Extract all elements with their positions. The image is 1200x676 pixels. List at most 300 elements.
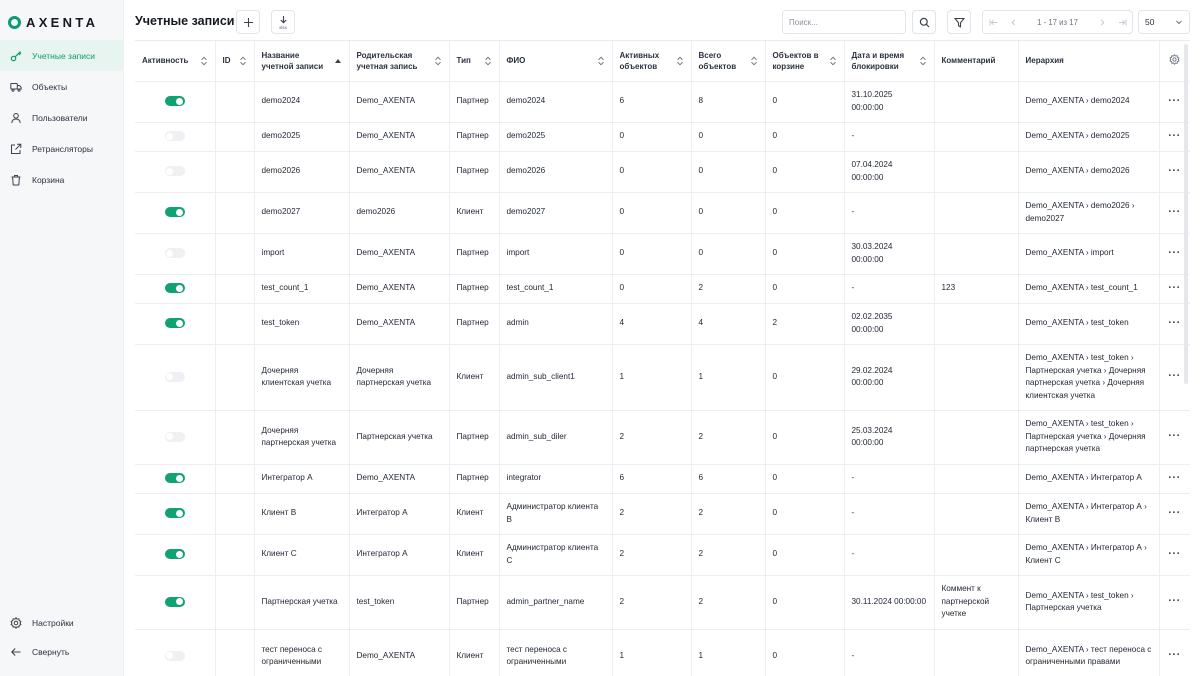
activity-toggle[interactable] [165, 432, 185, 442]
cell-type: Партнер [449, 575, 499, 629]
cell-parent-account: Demo_AXENTA [349, 122, 449, 151]
arrow-last-icon [1118, 18, 1127, 27]
cell-activity [135, 151, 215, 192]
cell-activity [135, 344, 215, 410]
cell-type: Партнер [449, 81, 499, 122]
cell-type: Клиент [449, 192, 499, 233]
cell-id [215, 192, 254, 233]
cell-activity [135, 122, 215, 151]
cell-parent-account: Demo_AXENTA [349, 629, 449, 676]
activity-toggle[interactable] [165, 248, 185, 258]
more-horizontal-icon: ··· [1168, 471, 1181, 484]
cell-total-objects: 0 [691, 151, 765, 192]
cell-comment [934, 122, 1018, 151]
cell-parent-account: Demo_AXENTA [349, 274, 449, 303]
page-title: Учетные записи [135, 14, 235, 28]
column-header-label: Дата и время блокировки [851, 50, 905, 71]
table-body [135, 81, 1190, 676]
search-button[interactable] [912, 10, 936, 34]
row-actions-button[interactable] [1159, 410, 1190, 464]
activity-toggle[interactable] [165, 318, 185, 328]
cell-fio: import [499, 233, 612, 274]
pagination [982, 10, 1133, 34]
activity-toggle[interactable] [165, 508, 185, 518]
sidebar-collapse-button[interactable] [0, 637, 124, 666]
cell-active-objects: 0 [612, 274, 691, 303]
activity-toggle[interactable] [165, 131, 185, 141]
first-page-button[interactable] [983, 11, 1003, 33]
col-active[interactable] [135, 41, 215, 81]
column-header-label: ФИО [506, 56, 526, 66]
table-row[interactable] [135, 274, 1190, 303]
cell-comment [934, 493, 1018, 534]
cell-account-name: import [254, 233, 349, 274]
more-horizontal-icon: ··· [1168, 547, 1181, 560]
cell-activity [135, 81, 215, 122]
cell-hierarchy: Demo_AXENTA › import [1018, 233, 1159, 274]
cell-parent-account: Demo_AXENTA [349, 233, 449, 274]
cell-id [215, 629, 254, 676]
sort-icon [200, 56, 208, 66]
cell-type: Партнер [449, 303, 499, 344]
sidebar-item-users[interactable] [0, 102, 124, 133]
prev-page-button[interactable] [1003, 11, 1023, 33]
settings-icon [1169, 54, 1180, 65]
sidebar-item-label: Настройки [32, 617, 74, 628]
table-row[interactable] [135, 493, 1190, 534]
cell-parent-account: Интегратор А [349, 493, 449, 534]
cell-comment [934, 344, 1018, 410]
cell-total-objects: 4 [691, 303, 765, 344]
cell-block-date: - [844, 493, 934, 534]
cell-type: Партнер [449, 410, 499, 464]
activity-toggle[interactable] [165, 283, 185, 293]
export-xlsx-button[interactable] [271, 10, 295, 34]
cell-total-objects: 8 [691, 81, 765, 122]
table-row[interactable] [135, 629, 1190, 676]
cell-block-date: - [844, 192, 934, 233]
cell-hierarchy: Demo_AXENTA › demo2025 [1018, 122, 1159, 151]
cell-account-name: test_token [254, 303, 349, 344]
cell-fio: demo2025 [499, 122, 612, 151]
column-header-label: ID [222, 56, 231, 66]
column-header-label: Комментарий [941, 56, 996, 66]
sort-icon [750, 56, 758, 66]
cell-hierarchy: Demo_AXENTA › test_token [1018, 303, 1159, 344]
cell-block-date: - [844, 629, 934, 676]
cell-total-objects: 2 [691, 575, 765, 629]
cell-trash-objects: 0 [765, 274, 844, 303]
settings-icon [9, 616, 23, 630]
search-input[interactable] [782, 10, 906, 34]
cell-id [215, 575, 254, 629]
trash-icon [9, 173, 23, 187]
table-row[interactable] [135, 464, 1190, 493]
cell-parent-account: Партнерская учетка [349, 410, 449, 464]
sidebar-item-settings[interactable] [0, 608, 124, 637]
cell-fio: integrator [499, 464, 612, 493]
cell-fio: demo2026 [499, 151, 612, 192]
sidebar-item-objects[interactable] [0, 71, 124, 102]
cell-trash-objects: 0 [765, 575, 844, 629]
column-header-label: Всего объектов [698, 50, 737, 71]
cell-total-objects: 0 [691, 192, 765, 233]
cell-hierarchy: Demo_AXENTA › Интегратор А › Клиент В [1018, 493, 1159, 534]
cell-hierarchy: Demo_AXENTA › demo2026 [1018, 151, 1159, 192]
table-row[interactable] [135, 575, 1190, 629]
col-block-date[interactable] [844, 41, 934, 81]
col-trash-objects[interactable] [765, 41, 844, 81]
cell-comment [934, 410, 1018, 464]
sidebar [0, 0, 124, 676]
cell-fio: admin_partner_name [499, 575, 612, 629]
pagination-info: 1 - 17 из 17 [1037, 17, 1078, 27]
table-row[interactable] [135, 303, 1190, 344]
activity-toggle[interactable] [165, 207, 185, 217]
row-actions-button[interactable] [1159, 493, 1190, 534]
cell-block-date: - [844, 534, 934, 575]
cell-hierarchy: Demo_AXENTA › demo2026 › demo2027 [1018, 192, 1159, 233]
arrow-left-icon [9, 645, 23, 659]
cell-fio: test_count_1 [499, 274, 612, 303]
cell-account-name: тест переноса с ограниченными [254, 629, 349, 676]
table-row[interactable] [135, 192, 1190, 233]
cell-active-objects: 6 [612, 464, 691, 493]
cell-hierarchy: Demo_AXENTA › тест переноса с ограниченными правами [1018, 629, 1159, 676]
last-page-button[interactable] [1112, 11, 1132, 33]
more-horizontal-icon: ··· [1168, 649, 1181, 662]
cell-hierarchy: Demo_AXENTA › test_token › Партнерская учетка › Дочерняя партнерская учетка › Дочерняя клиентская учетка [1018, 344, 1159, 410]
row-actions-button[interactable] [1159, 464, 1190, 493]
row-actions-button[interactable] [1159, 534, 1190, 575]
chevron-left-icon [1009, 18, 1018, 27]
cell-fio: Администратор клиента В [499, 493, 612, 534]
cell-comment [934, 534, 1018, 575]
column-header-label: Родительская учетная запись [356, 50, 418, 71]
filter-icon [954, 17, 965, 28]
table-row[interactable] [135, 344, 1190, 410]
more-horizontal-icon: ··· [1168, 281, 1181, 294]
col-active-objects[interactable] [612, 41, 691, 81]
cell-id [215, 410, 254, 464]
external-link-icon [9, 142, 23, 156]
cell-account-name: Клиент В [254, 493, 349, 534]
cell-fio: demo2027 [499, 192, 612, 233]
col-id[interactable] [215, 41, 254, 81]
cell-comment [934, 303, 1018, 344]
sidebar-item-label: Корзина [32, 174, 65, 185]
cell-trash-objects: 0 [765, 344, 844, 410]
col-comment [934, 41, 1018, 81]
cell-active-objects: 0 [612, 122, 691, 151]
cell-type: Партнер [449, 151, 499, 192]
cell-active-objects: 2 [612, 493, 691, 534]
cell-parent-account: Demo_AXENTA [349, 151, 449, 192]
cell-id [215, 493, 254, 534]
sidebar-item-label: Свернуть [32, 646, 70, 657]
more-horizontal-icon: ··· [1168, 370, 1181, 383]
cell-fio: admin [499, 303, 612, 344]
cell-block-date: - [844, 122, 934, 151]
cell-activity [135, 493, 215, 534]
sidebar-nav [0, 40, 124, 195]
cell-parent-account: Demo_AXENTA [349, 303, 449, 344]
cell-active-objects: 0 [612, 192, 691, 233]
cell-fio: Администратор клиента С [499, 534, 612, 575]
cell-comment [934, 233, 1018, 274]
cell-total-objects: 2 [691, 534, 765, 575]
cell-id [215, 233, 254, 274]
cell-hierarchy: Demo_AXENTA › test_token › Партнерская учетка › Дочерняя партнерская учетка [1018, 410, 1159, 464]
cell-block-date: - [844, 464, 934, 493]
table-row[interactable] [135, 122, 1190, 151]
cell-active-objects: 2 [612, 575, 691, 629]
cell-activity [135, 274, 215, 303]
sort-ascending-icon [334, 56, 342, 66]
sort-icon [484, 56, 492, 66]
more-horizontal-icon: ··· [1168, 94, 1181, 107]
row-actions-button[interactable] [1159, 629, 1190, 676]
cell-type: Партнер [449, 274, 499, 303]
sort-icon [434, 56, 442, 66]
cell-hierarchy: Demo_AXENTA › test_token › Партнерская учетка [1018, 575, 1159, 629]
cell-total-objects: 1 [691, 344, 765, 410]
cell-total-objects: 6 [691, 464, 765, 493]
activity-toggle[interactable] [165, 372, 185, 382]
per-page-value: 50 [1145, 17, 1155, 27]
table-row[interactable] [135, 81, 1190, 122]
cell-id [215, 464, 254, 493]
sidebar-item-retranslators[interactable] [0, 133, 124, 164]
cell-active-objects: 2 [612, 534, 691, 575]
col-hierarchy [1018, 41, 1159, 81]
cell-id [215, 344, 254, 410]
cell-activity [135, 464, 215, 493]
cell-type: Клиент [449, 493, 499, 534]
table-header-row [135, 41, 1190, 81]
table-row[interactable] [135, 534, 1190, 575]
cell-block-date: 30.11.2024 00:00:00 [844, 575, 934, 629]
sort-icon [919, 56, 927, 66]
cell-parent-account: Интегратор А [349, 534, 449, 575]
cell-comment [934, 464, 1018, 493]
cell-id [215, 534, 254, 575]
cell-block-date: 02.02.2035 00:00:00 [844, 303, 934, 344]
filter-button[interactable] [947, 10, 971, 34]
cell-block-date: 30.03.2024 00:00:00 [844, 233, 934, 274]
activity-toggle[interactable] [165, 96, 185, 106]
chevron-down-icon [1175, 18, 1183, 26]
cell-account-name: Дочерняя партнерская учетка [254, 410, 349, 464]
cell-account-name: Партнерская учетка [254, 575, 349, 629]
cell-fio: demo2024 [499, 81, 612, 122]
cell-id [215, 303, 254, 344]
cell-trash-objects: 0 [765, 410, 844, 464]
cell-type: Партнер [449, 233, 499, 274]
column-header-label: Название учетной записи [261, 50, 324, 71]
sidebar-item-trash[interactable] [0, 164, 124, 195]
more-horizontal-icon: ··· [1168, 246, 1181, 259]
cell-activity [135, 534, 215, 575]
cell-active-objects: 1 [612, 344, 691, 410]
cell-parent-account: Дочерняя партнерская учетка [349, 344, 449, 410]
cell-hierarchy: Demo_AXENTA › demo2024 [1018, 81, 1159, 122]
table-row[interactable] [135, 233, 1190, 274]
sort-icon [239, 56, 247, 66]
cell-activity [135, 192, 215, 233]
cell-active-objects: 4 [612, 303, 691, 344]
cell-comment [934, 151, 1018, 192]
cell-active-objects: 6 [612, 81, 691, 122]
search-icon [919, 17, 930, 28]
cell-hierarchy: Demo_AXENTA › Интегратор А › Клиент С [1018, 534, 1159, 575]
cell-trash-objects: 0 [765, 81, 844, 122]
cell-trash-objects: 0 [765, 233, 844, 274]
cell-comment [934, 629, 1018, 676]
cell-type: Клиент [449, 534, 499, 575]
cell-comment [934, 81, 1018, 122]
cell-parent-account: test_token [349, 575, 449, 629]
cell-activity [135, 629, 215, 676]
next-page-button[interactable] [1092, 11, 1112, 33]
cell-comment [934, 192, 1018, 233]
cell-parent-account: Demo_AXENTA [349, 464, 449, 493]
cell-activity [135, 233, 215, 274]
cell-comment: Коммент к партнерской учетке [934, 575, 1018, 629]
user-icon [9, 111, 23, 125]
more-horizontal-icon: ··· [1168, 595, 1181, 608]
sidebar-item-label: Объекты [32, 81, 68, 92]
cell-type: Клиент [449, 344, 499, 410]
column-header-label: Объектов в корзине [772, 50, 819, 71]
cell-block-date: 25.03.2024 00:00:00 [844, 410, 934, 464]
more-horizontal-icon: ··· [1168, 506, 1181, 519]
cell-active-objects: 1 [612, 629, 691, 676]
per-page-select[interactable] [1138, 10, 1190, 34]
cell-total-objects: 0 [691, 233, 765, 274]
cell-id [215, 274, 254, 303]
cell-block-date: - [844, 274, 934, 303]
cell-block-date: 07.04.2024 00:00:00 [844, 151, 934, 192]
col-parent-account[interactable] [349, 41, 449, 81]
cell-fio: тест переноса с ограниченными [499, 629, 612, 676]
cell-trash-objects: 0 [765, 192, 844, 233]
column-header-label: Активность [142, 56, 189, 66]
cell-id [215, 81, 254, 122]
column-header-label: Тип [456, 56, 471, 66]
sort-icon [597, 56, 605, 66]
cell-fio: admin_sub_client1 [499, 344, 612, 410]
cell-parent-account: demo2026 [349, 192, 449, 233]
arrow-first-icon [989, 18, 998, 27]
cell-hierarchy: Demo_AXENTA › test_count_1 [1018, 274, 1159, 303]
cell-type: Партнер [449, 464, 499, 493]
sidebar-item-accounts[interactable] [0, 40, 124, 71]
activity-toggle[interactable] [165, 549, 185, 559]
cell-account-name: Интегратор А [254, 464, 349, 493]
activity-toggle[interactable] [165, 473, 185, 483]
cell-account-name: demo2024 [254, 81, 349, 122]
cell-total-objects: 1 [691, 629, 765, 676]
col-fio[interactable] [499, 41, 612, 81]
cell-total-objects: 2 [691, 274, 765, 303]
cell-account-name: demo2026 [254, 151, 349, 192]
cell-activity [135, 410, 215, 464]
cell-trash-objects: 0 [765, 122, 844, 151]
more-horizontal-icon: ··· [1168, 430, 1181, 443]
cell-activity [135, 575, 215, 629]
cell-trash-objects: 0 [765, 464, 844, 493]
more-horizontal-icon: ··· [1168, 164, 1181, 177]
plus-icon [243, 17, 254, 28]
row-actions-button[interactable] [1159, 575, 1190, 629]
cell-fio: admin_sub_diler [499, 410, 612, 464]
cell-parent-account: Demo_AXENTA [349, 81, 449, 122]
sort-icon [676, 56, 684, 66]
sidebar-item-label: Учетные записи [32, 50, 96, 61]
accounts-table [135, 40, 1190, 676]
more-horizontal-icon: ··· [1168, 129, 1181, 142]
more-horizontal-icon: ··· [1168, 316, 1181, 329]
cell-id [215, 122, 254, 151]
sort-icon [829, 56, 837, 66]
cell-active-objects: 0 [612, 151, 691, 192]
sidebar-bottom [0, 608, 124, 666]
col-type[interactable] [449, 41, 499, 81]
cell-trash-objects: 0 [765, 151, 844, 192]
cell-account-name: Клиент С [254, 534, 349, 575]
cell-account-name: demo2025 [254, 122, 349, 151]
export-format-label: xlsx [279, 24, 287, 30]
sidebar-item-label: Ретрансляторы [32, 143, 93, 154]
sidebar-item-label: Пользователи [32, 112, 88, 123]
column-header-label: Иерархия [1025, 56, 1064, 66]
add-account-button[interactable] [236, 10, 260, 34]
truck-icon [9, 80, 23, 94]
cell-trash-objects: 0 [765, 534, 844, 575]
logo [8, 14, 98, 30]
cell-total-objects: 2 [691, 493, 765, 534]
activity-toggle[interactable] [165, 166, 185, 176]
cell-total-objects: 0 [691, 122, 765, 151]
cell-trash-objects: 0 [765, 493, 844, 534]
more-horizontal-icon: ··· [1168, 205, 1181, 218]
table-row[interactable] [135, 151, 1190, 192]
cell-account-name: test_count_1 [254, 274, 349, 303]
table-scrollbar[interactable] [1184, 44, 1188, 384]
cell-account-name: Дочерняя клиентская учетка [254, 344, 349, 410]
column-header-label: Активных объектов [619, 50, 660, 71]
col-total-objects[interactable] [691, 41, 765, 81]
logo-text: AXENTA [26, 14, 99, 30]
cell-trash-objects: 0 [765, 629, 844, 676]
logo-mark [8, 16, 21, 29]
activity-toggle[interactable] [165, 651, 185, 661]
activity-toggle[interactable] [165, 597, 185, 607]
cell-type: Партнер [449, 122, 499, 151]
cell-account-name: demo2027 [254, 192, 349, 233]
cell-type: Клиент [449, 629, 499, 676]
table-row[interactable] [135, 410, 1190, 464]
col-account-name[interactable] [254, 41, 349, 81]
cell-active-objects: 0 [612, 233, 691, 274]
key-icon [9, 49, 23, 63]
cell-id [215, 151, 254, 192]
cell-trash-objects: 2 [765, 303, 844, 344]
chevron-right-icon [1098, 18, 1107, 27]
cell-activity [135, 303, 215, 344]
cell-comment: 123 [934, 274, 1018, 303]
